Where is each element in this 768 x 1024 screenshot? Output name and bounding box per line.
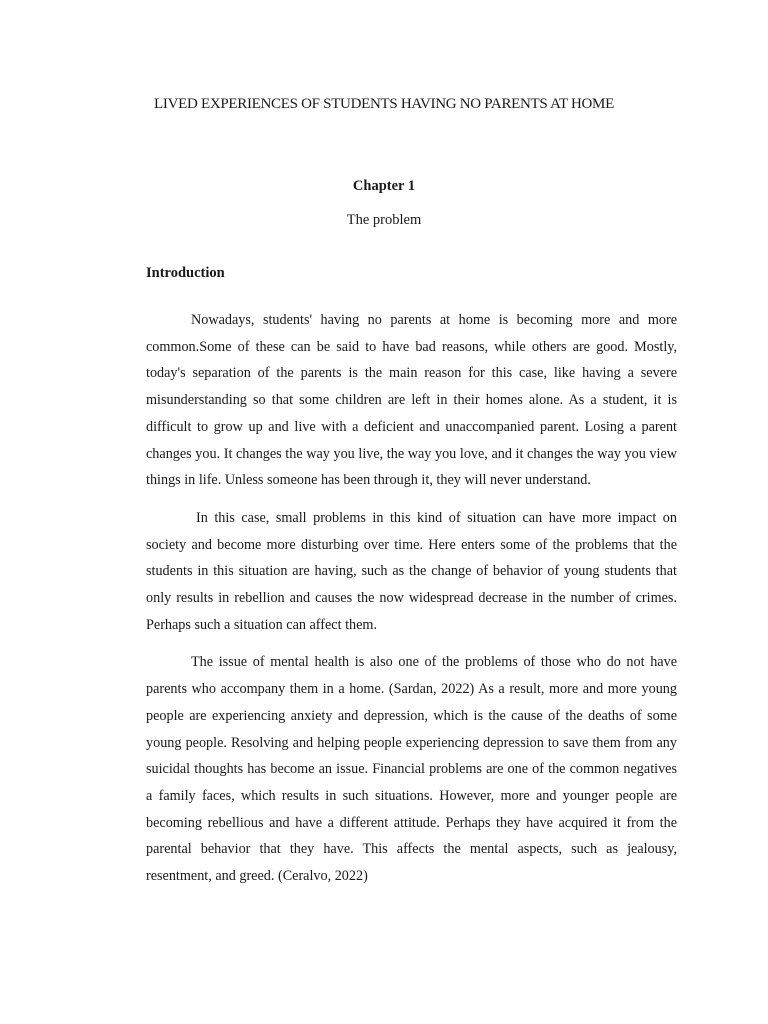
- section-heading: Introduction: [146, 265, 225, 281]
- document-title: LIVED EXPERIENCES OF STUDENTS HAVING NO PARENTS AT HOME: [154, 96, 614, 112]
- paragraph-1: Nowadays, students' having no parents at home is becoming more and more common.Some of these can be said to have bad reasons, while others are good. Mostly, today's separation of the parents is the main reason for this case, like having a severe misunderstanding so that some children are left in their homes alone. As a student, it is difficult to grow up and live with a deficient and unaccompanied parent. Losing a parent changes you. It changes the way you live, the way you love, and it changes the way you view things in life. Unless someone has been through it, they will never understand.: [146, 312, 677, 489]
- body-text: [146, 307, 677, 890]
- chapter-subtitle: The problem: [346, 212, 422, 228]
- paragraph-2: In this case, small problems in this kind of situation can have more impact on society and become more disturbing over time. Here enters some of the problems that the students in this situation are having, such as the change of behavior of young students that only results in rebellion and causes the now widespread decrease in the number of crimes. Perhaps such a situation can affect them.: [146, 509, 677, 633]
- paragraph-3: The issue of mental health is also one of the problems of those who do not have parents who accompany them in a home. (Sardan, 2022) As a result, more and more young people are experiencing anxiety and depression, which is the cause of the deaths of some young people. Resolving and helping people experiencing depression to save them from any suicidal thoughts has become an issue. Financial problems are one of the common negatives a family faces, which results in such situations. However, more and younger people are becoming rebellious and have a different attitude. Perhaps they have acquired it from the parental behavior that they have. This affects the mental aspects, such as jealousy, resentment, and greed. (Ceralvo, 2022): [146, 654, 677, 885]
- chapter-label: Chapter 1: [352, 178, 416, 194]
